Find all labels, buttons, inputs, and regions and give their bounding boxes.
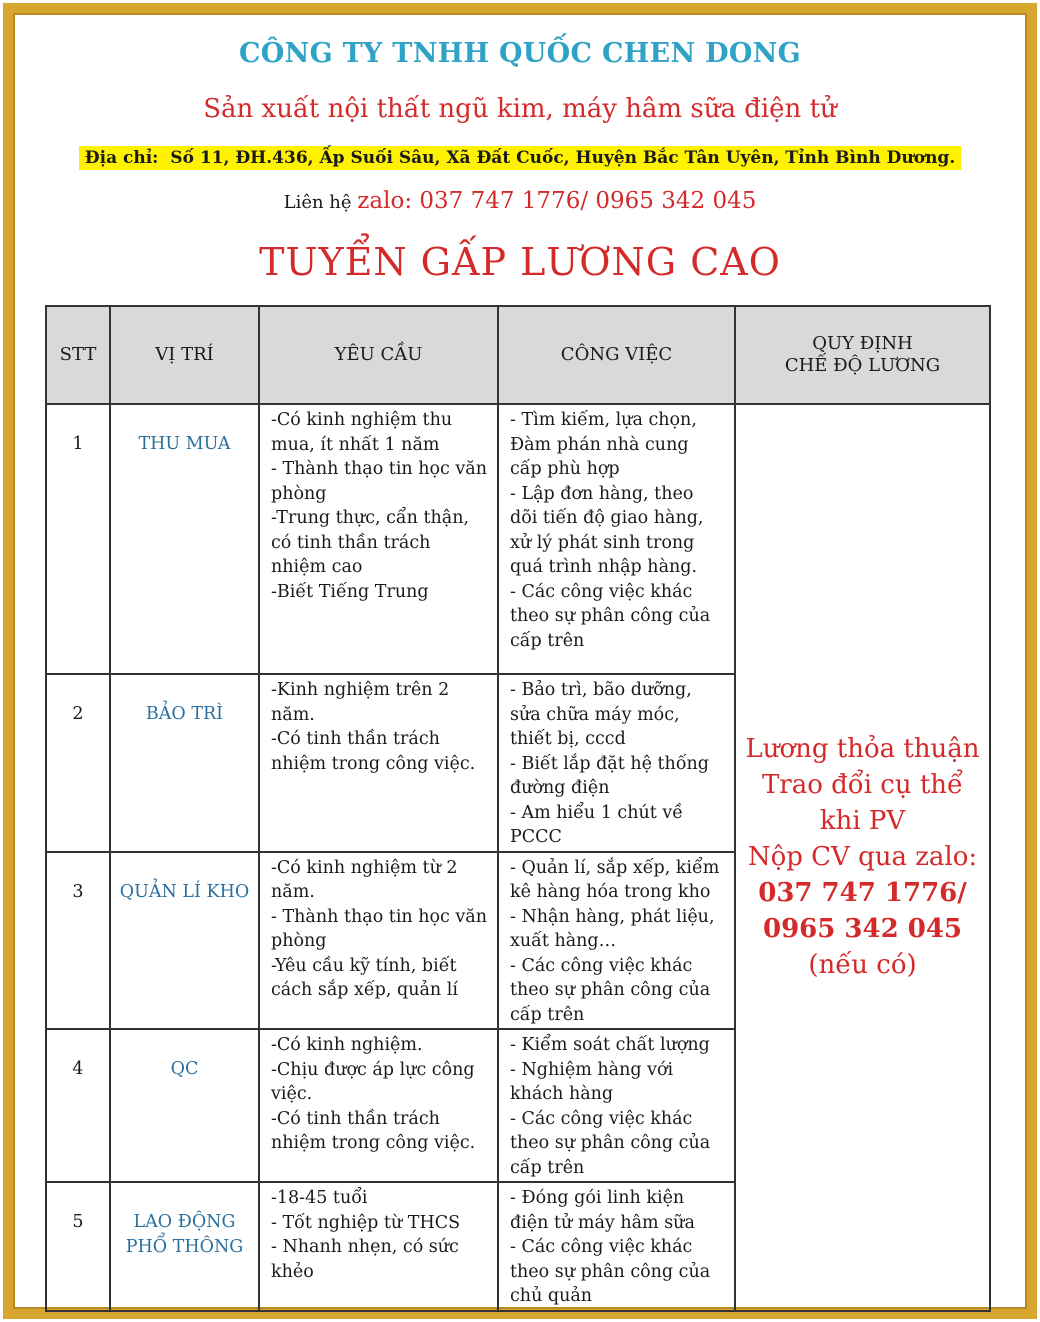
row-duties: - Quản lí, sắp xếp, kiểm kê hàng hóa trong kho - Nhận hàng, phát liệu, xuất hàng… - Các công việc khác theo sự phân công của cấp trên	[510, 857, 720, 1025]
row-position: QC	[170, 1059, 199, 1079]
contact-line	[0, 188, 1040, 214]
salary-discuss: Trao đổi cụ thể	[761, 770, 964, 801]
column-header-position: VỊ TRÍ	[110, 306, 259, 404]
recruitment-headline: TUYỂN GẤP LƯƠNG CAO	[259, 240, 781, 284]
column-header-requirements: YÊU CẦU	[259, 306, 498, 404]
address-highlight	[79, 146, 962, 170]
row-duties-cell	[498, 852, 735, 1030]
row-duties-cell	[498, 1029, 735, 1182]
row-requirements: -Kinh nghiệm trên 2 năm. -Có tinh thần trách nhiệm trong công việc.	[271, 680, 476, 774]
row-requirements-cell	[259, 1029, 498, 1182]
table-row	[46, 404, 990, 674]
salary-if-any: (nếu có)	[808, 950, 917, 981]
row-duties: - Đóng gói linh kiện điện tử máy hâm sữa - Các công việc khác theo sự phân công của chủ quản	[510, 1188, 711, 1306]
row-requirements-cell	[259, 404, 498, 674]
row-position-cell	[110, 674, 259, 852]
company-name: CÔNG TY TNHH QUỐC CHEN DONG	[238, 38, 801, 69]
row-stt-cell	[46, 674, 110, 852]
salary-note-cell	[735, 404, 990, 1311]
row-stt-cell	[46, 1029, 110, 1182]
address-label: Địa chỉ:	[84, 148, 159, 168]
row-requirements-cell	[259, 852, 498, 1030]
row-duties-cell	[498, 674, 735, 852]
row-duties: - Tìm kiếm, lựa chọn, Đàm phán nhà cung cấp phù hợp - Lập đơn hàng, theo dõi tiến độ giao hàng, xử lý phát sinh trong quá trình nhập hàng. - Các công việc khác theo sự phân công của cấp trên	[510, 410, 711, 651]
row-position: QUẢN LÍ KHO	[119, 881, 250, 902]
address-text: Số 11, ĐH.436, Ấp Suối Sâu, Xã Đất Cuốc, Huyện Bắc Tân Uyên, Tỉnh Bình Dương.	[170, 148, 956, 168]
company-tagline: Sản xuất nội thất ngũ kim, máy hâm sữa điện tử	[203, 94, 837, 124]
row-stt: 4	[72, 1059, 84, 1079]
row-requirements: -Có kinh nghiệm từ 2 năm. - Thành thạo tin học văn phòng -Yêu cầu kỹ tính, biết cách sắp xếp, quản lí	[271, 857, 488, 1000]
row-duties-cell	[498, 404, 735, 674]
row-requirements-cell	[259, 1182, 498, 1311]
row-stt: 5	[72, 1212, 84, 1232]
job-table	[45, 305, 991, 1312]
row-position: THU MUA	[138, 434, 231, 454]
salary-negotiable: Lương thỏa thuận	[745, 734, 980, 765]
row-position: BẢO TRÌ	[145, 704, 224, 724]
column-header-duties: CÔNG VIỆC	[498, 306, 735, 404]
address-line	[0, 146, 1040, 170]
row-duties: - Kiểm soát chất lượng - Nghiệm hàng với khách hàng - Các công việc khác theo sự phân công của cấp trên	[510, 1035, 711, 1178]
salary-submit-cv: Nộp CV qua zalo:	[747, 842, 978, 873]
contact-zalo: zalo: 037 747 1776/ 0965 342 045	[357, 188, 757, 214]
row-requirements: -Có kinh nghiệm. -Chịu được áp lực công việc. -Có tinh thần trách nhiệm trong công việc.	[271, 1035, 476, 1153]
row-stt: 3	[72, 881, 84, 902]
row-duties-cell	[498, 1182, 735, 1311]
row-duties: - Bảo trì, bão dưỡng, sửa chữa máy móc, thiết bị, cccd - Biết lắp đặt hệ thống đường điện - Am hiểu 1 chút về PCCC	[510, 680, 709, 847]
row-requirements: -Có kinh nghiệm thu mua, ít nhất 1 năm - Thành thạo tin học văn phòng -Trung thực, cẩn thận, có tinh thần trách nhiệm cao -Biết Tiếng Trung	[271, 410, 488, 602]
column-header-salary: QUY ĐỊNH CHẾ ĐỘ LƯƠNG	[735, 306, 990, 404]
contact-label: Liên hệ	[283, 192, 352, 213]
row-stt-cell	[46, 852, 110, 1030]
row-stt-cell	[46, 1182, 110, 1311]
row-position-cell	[110, 852, 259, 1030]
row-stt: 1	[72, 434, 84, 454]
column-header-stt: STT	[46, 306, 110, 404]
row-stt: 2	[72, 704, 84, 724]
row-position: LAO ĐỘNG PHỔ THÔNG	[125, 1212, 244, 1257]
row-requirements: -18-45 tuổi - Tốt nghiệp từ THCS - Nhanh nhẹn, có sức khẻo	[271, 1188, 461, 1282]
salary-phone-2: 0965 342 045	[762, 914, 962, 945]
row-requirements-cell	[259, 674, 498, 852]
salary-interview: khi PV	[819, 806, 906, 837]
row-position-cell	[110, 404, 259, 674]
row-position-cell	[110, 1182, 259, 1311]
table-header-row	[46, 306, 990, 404]
row-position-cell	[110, 1029, 259, 1182]
salary-phone-1: 037 747 1776/	[758, 878, 967, 909]
row-stt-cell	[46, 404, 110, 674]
